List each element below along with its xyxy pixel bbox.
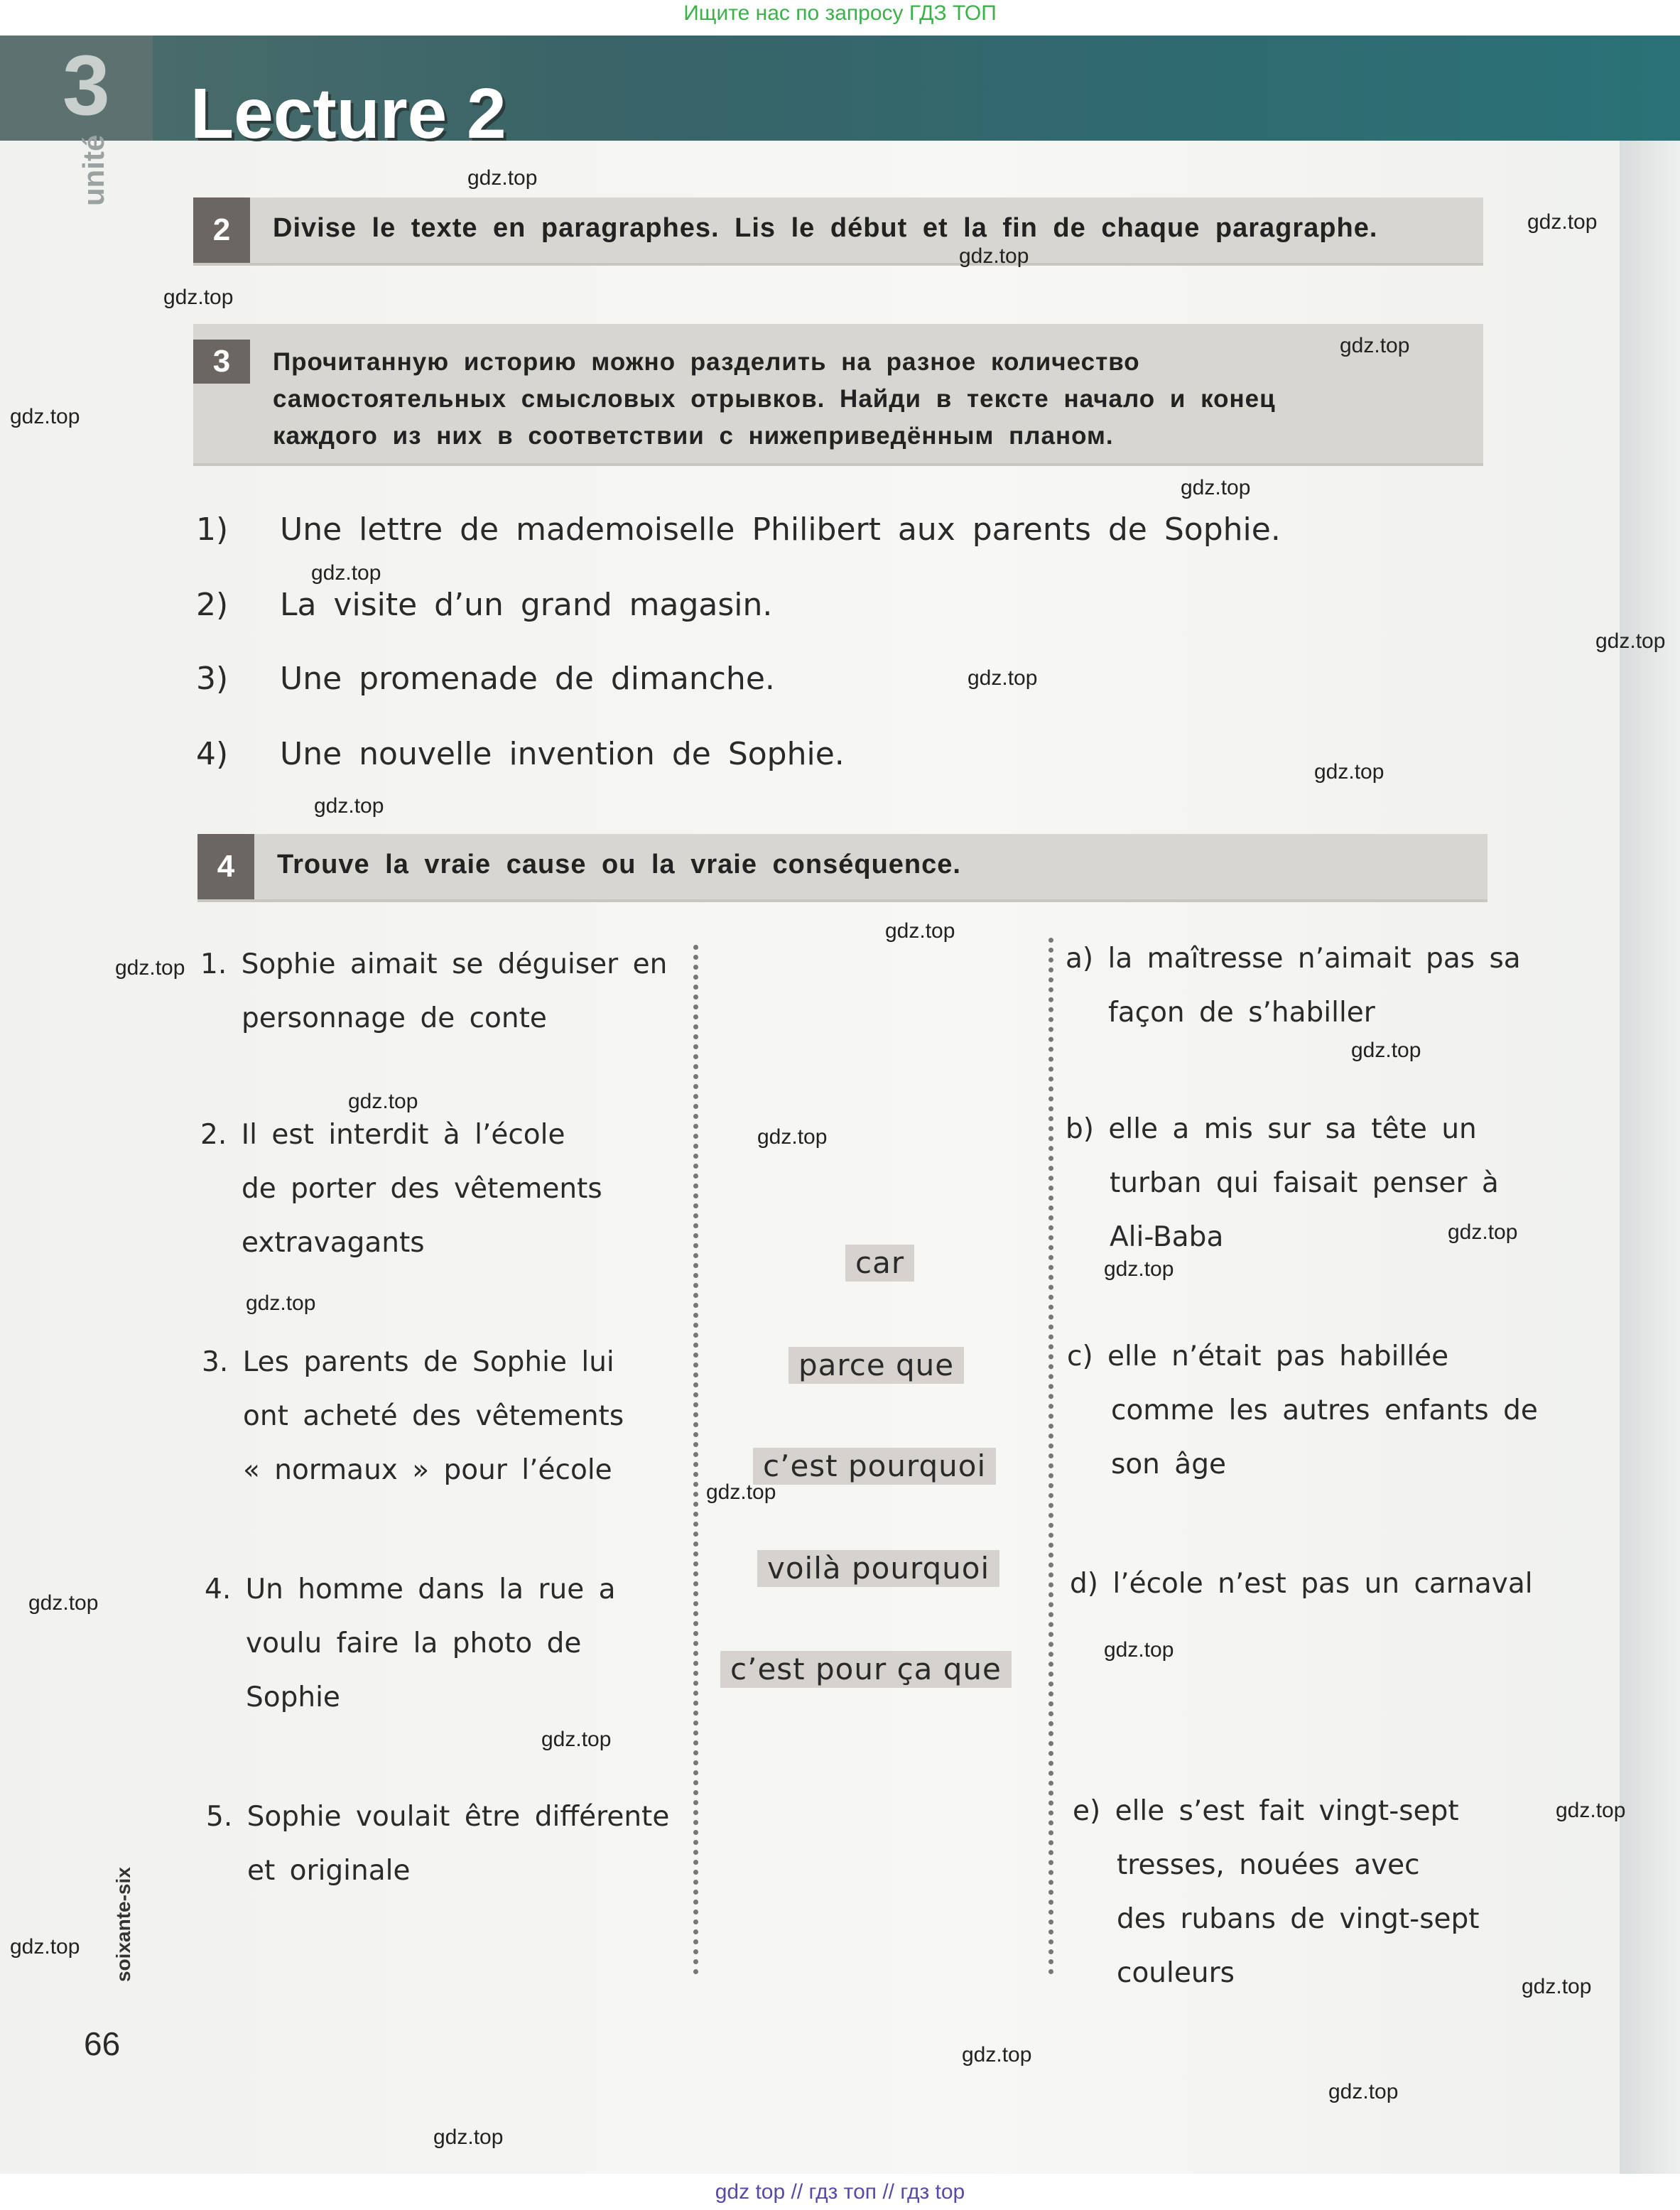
task-3-line: Прочитанную историю можно разделить на разное количество xyxy=(273,348,1140,376)
page-number: 66 xyxy=(84,2025,121,2062)
left-dotted-divider xyxy=(693,945,698,1975)
connector-voila-pourquoi[interactable]: voilà pourquoi xyxy=(757,1550,999,1587)
item-line: 1. Sophie aimait se déguiser en xyxy=(200,948,668,980)
watermark: gdz.top xyxy=(28,1591,99,1615)
page-side-label: soixante-six xyxy=(112,1867,134,1982)
watermark: gdz.top xyxy=(314,794,384,818)
item-line: son âge xyxy=(1111,1448,1226,1480)
plan-item xyxy=(196,736,845,772)
plan-item xyxy=(196,511,1281,548)
watermark: gdz.top xyxy=(962,2043,1032,2067)
watermark: gdz.top xyxy=(1181,476,1251,499)
item-line: et originale xyxy=(247,1855,411,1887)
effect-item-b xyxy=(1066,1103,1499,1264)
item-line: des rubans de vingt-sept xyxy=(1117,1903,1480,1935)
item-line: ont acheté des vêtements xyxy=(243,1400,624,1432)
item-line: b) elle a mis sur sa tête un xyxy=(1066,1113,1477,1145)
item-line: tresses, nouées avec xyxy=(1117,1849,1420,1881)
task-2-instruction: Divise le texte en paragraphes. Lis le début et la fin de chaque paragraphe. xyxy=(273,213,1378,243)
item-line: turban qui faisait penser à xyxy=(1110,1167,1499,1199)
item-line: « normaux » pour l’école xyxy=(243,1454,612,1486)
item-line: voulu faire la photo de xyxy=(246,1627,582,1659)
item-line: Ali-Baba xyxy=(1110,1221,1224,1253)
page-spine xyxy=(1620,36,1680,2174)
plan-item xyxy=(196,661,775,697)
task-2-bar xyxy=(193,197,1483,266)
connector-cest-pourquoi[interactable]: c’est pourquoi xyxy=(753,1448,996,1485)
cause-item-3 xyxy=(202,1336,624,1497)
unit-label: unité xyxy=(77,134,110,206)
plan-item-number: 4) xyxy=(196,736,229,772)
watermark: gdz.top xyxy=(163,286,234,309)
cause-item-4 xyxy=(205,1563,615,1725)
plan-item-number: 3) xyxy=(196,661,229,697)
effect-item-d xyxy=(1070,1557,1533,1611)
plan-item-number: 2) xyxy=(196,587,229,623)
watermark: gdz.top xyxy=(968,666,1038,690)
watermark: gdz.top xyxy=(115,956,185,980)
watermark: gdz.top xyxy=(885,919,955,943)
plan-item-text: La visite d’un grand magasin. xyxy=(280,587,773,623)
watermark: gdz.top xyxy=(348,1090,418,1113)
item-line: e) elle s’est fait vingt-sept xyxy=(1073,1795,1459,1827)
task-4-number: 4 xyxy=(197,834,254,899)
footer-links[interactable]: gdz top // гдз топ // гдз top xyxy=(0,2174,1680,2210)
item-line: 3. Les parents de Sophie lui xyxy=(202,1346,614,1378)
watermark: gdz.top xyxy=(541,1728,612,1751)
cause-item-1 xyxy=(200,938,667,1046)
plan-item-text: Une promenade de dimanche. xyxy=(280,661,775,697)
unit-number: 3 xyxy=(63,38,110,133)
cause-item-2 xyxy=(200,1108,602,1270)
item-line: 2. Il est interdit à l’école xyxy=(200,1119,565,1151)
watermark: gdz.top xyxy=(1314,760,1384,784)
item-line: 4. Un homme dans la rue a xyxy=(205,1573,616,1605)
item-line: façon de s’habiller xyxy=(1108,997,1375,1029)
watermark: gdz.top xyxy=(10,405,80,428)
plan-item-text: Une lettre de mademoiselle Philibert aux parents de Sophie. xyxy=(280,511,1281,548)
task-3-instruction xyxy=(273,344,1276,455)
plan-item-text: Une nouvelle invention de Sophie. xyxy=(280,736,845,772)
watermark: gdz.top xyxy=(1527,210,1598,234)
connector-parce-que[interactable]: parce que xyxy=(788,1347,964,1384)
item-line: Sophie xyxy=(246,1681,340,1713)
task-4-bar xyxy=(197,834,1487,902)
watermark: gdz.top xyxy=(1104,1638,1174,1662)
cause-item-5 xyxy=(206,1790,669,1898)
item-line: de porter des vêtements xyxy=(242,1173,602,1205)
task-3-line: самостоятельных смысловых отрывков. Найди в тексте начало и конец xyxy=(273,385,1276,413)
watermark: gdz.top xyxy=(467,166,538,190)
watermark: gdz.top xyxy=(1556,1799,1626,1822)
watermark: gdz.top xyxy=(1340,334,1410,357)
watermark: gdz.top xyxy=(433,2125,504,2149)
watermark: gdz.top xyxy=(246,1291,316,1315)
item-line: comme les autres enfants de xyxy=(1111,1394,1538,1426)
effect-item-c xyxy=(1067,1330,1538,1492)
item-line: a) la maîtresse n’aimait pas sa xyxy=(1066,943,1521,975)
item-line: c) elle n’était pas habillée xyxy=(1067,1340,1449,1372)
watermark: gdz.top xyxy=(1351,1039,1421,1062)
lesson-title: Lecture 2 xyxy=(190,74,506,153)
watermark: gdz.top xyxy=(1328,2080,1399,2103)
task-2-number: 2 xyxy=(193,197,250,263)
task-3-number: 3 xyxy=(193,340,250,384)
item-line: d) l’école n’est pas un carnaval xyxy=(1070,1568,1533,1600)
watermark: gdz.top xyxy=(757,1125,828,1149)
item-line: 5. Sophie voulait être différente xyxy=(206,1801,670,1833)
task-4-instruction: Trouve la vraie cause ou la vraie conséquence. xyxy=(277,850,961,879)
watermark: gdz.top xyxy=(1104,1257,1174,1281)
watermark: gdz.top xyxy=(10,1935,80,1959)
watermark: gdz.top xyxy=(959,244,1029,268)
item-line: extravagants xyxy=(242,1227,425,1259)
effect-item-a xyxy=(1066,932,1521,1040)
task-3-bar xyxy=(193,324,1483,466)
effect-item-e xyxy=(1073,1784,1480,2000)
watermark: gdz.top xyxy=(1448,1220,1518,1244)
connector-car[interactable]: car xyxy=(845,1245,914,1282)
item-line: couleurs xyxy=(1117,1957,1235,1989)
watermark: gdz.top xyxy=(1522,1975,1592,1998)
right-dotted-divider xyxy=(1048,938,1053,1975)
task-3-line: каждого из них в соответствии с нижеприведённым планом. xyxy=(273,422,1114,450)
item-line: personnage de conte xyxy=(242,1002,547,1034)
connector-cest-pour-ca-que[interactable]: c’est pour ça que xyxy=(720,1651,1012,1688)
watermark: gdz.top xyxy=(706,1480,776,1504)
top-banner[interactable]: Ищите нас по запросу ГДЗ ТОП xyxy=(683,1,997,25)
watermark: gdz.top xyxy=(311,561,381,585)
watermark: gdz.top xyxy=(1595,629,1666,653)
plan-item xyxy=(196,587,772,623)
plan-item-number: 1) xyxy=(196,511,229,548)
